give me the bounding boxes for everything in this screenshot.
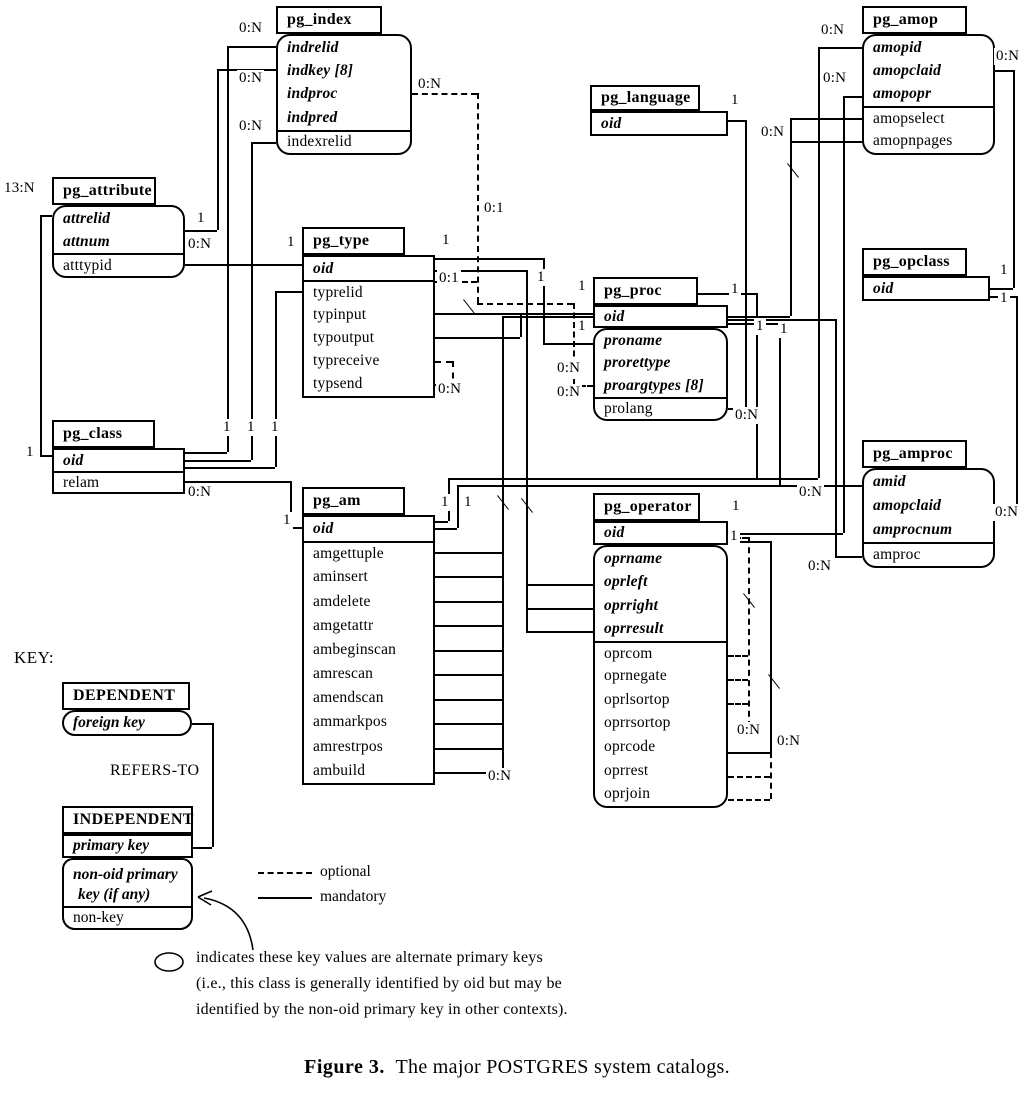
field-pg_index-indproc: indproc — [287, 85, 338, 103]
relationship-line — [1016, 296, 1018, 507]
field-pg_type-typoutput: typoutput — [313, 329, 375, 347]
relationship-line — [526, 631, 593, 633]
relationship-line — [258, 897, 312, 899]
cardinality-label: 0:N — [418, 76, 442, 92]
field-pg_amop-amopopr: amopopr — [873, 85, 932, 103]
key-primary-key-label: primary key — [73, 837, 150, 854]
cardinality-label: 1 — [731, 281, 739, 297]
field-pg_type-oid: oid — [313, 259, 334, 277]
field-pg_am-amrescan: amrescan — [313, 665, 374, 683]
cardinality-label: 0:N — [996, 48, 1020, 64]
cardinality-label: 0:N — [488, 768, 512, 784]
relationship-line — [770, 752, 772, 799]
field-pg_operator-oprrest: oprrest — [604, 761, 649, 779]
key-nonoid-line2: key (if any) — [78, 886, 151, 903]
entity-body-pg_class-0 — [52, 448, 185, 494]
relationship-line — [40, 215, 42, 455]
relationship-line — [728, 120, 745, 122]
cardinality-label: 0:N — [735, 407, 759, 423]
relationship-line — [835, 556, 862, 558]
relationship-line — [185, 452, 227, 454]
cardinality-label: 1 — [578, 278, 586, 294]
field-pg_proc-prolang: prolang — [595, 397, 726, 419]
note-line-2: (i.e., this class is generally identified by oid but may be — [196, 975, 562, 992]
entity-body-pg_type-0 — [302, 255, 435, 398]
alternate-key-note — [196, 945, 568, 1023]
key-foreign-key-label: foreign key — [73, 714, 145, 731]
entity-body-pg_amop-0 — [862, 34, 995, 155]
field-pg_operator-oprright: oprright — [604, 596, 659, 614]
cardinality-label: 1 — [464, 494, 472, 510]
key-nonoid-line1: non-oid primary — [73, 866, 178, 883]
field-pg_amproc-amid: amid — [873, 473, 906, 490]
relationship-line — [477, 303, 573, 305]
relationship-line — [728, 533, 843, 535]
relationship-line — [698, 293, 756, 295]
field-pg_operator-oprresult: oprresult — [604, 620, 664, 638]
field-pg_amop-amopid: amopid — [873, 38, 922, 56]
field-pg_operator-oprlsortop: oprlsortop — [604, 690, 670, 708]
entity-body-pg_operator-0 — [593, 521, 728, 545]
line-slash-mark — [463, 299, 475, 314]
cardinality-label: 0:N — [239, 70, 263, 86]
relationship-line — [251, 142, 253, 460]
relationship-line — [502, 316, 504, 772]
note-line-1: indicates these key values are alternate primary keys — [196, 949, 543, 966]
pointer-arrow-curve — [204, 898, 253, 950]
relationship-line — [435, 699, 502, 701]
entity-title-pg_index: pg_index — [276, 6, 382, 34]
relationship-line — [185, 467, 275, 469]
relationship-line — [526, 270, 528, 631]
cardinality-label: 13:N — [4, 180, 35, 196]
relationship-line — [275, 291, 302, 293]
relationship-line — [227, 46, 276, 48]
figure-caption — [0, 1056, 1034, 1079]
relationship-line — [412, 93, 477, 95]
cardinality-label: 1 — [1000, 290, 1008, 306]
field-pg_operator-oprcom: oprcom — [595, 641, 726, 665]
relationship-line — [728, 776, 770, 778]
relationship-line — [435, 258, 543, 260]
field-pg_am-ambeginscan: ambeginscan — [313, 640, 397, 658]
cardinality-label: 1 — [731, 92, 739, 108]
relationship-line — [543, 343, 593, 345]
relationship-line — [843, 96, 862, 98]
relationship-line — [818, 47, 862, 49]
field-pg_class-oid: oid — [63, 451, 84, 469]
field-pg_opclass-oid: oid — [873, 279, 894, 297]
entity-body-pg_amproc-0 — [862, 468, 995, 568]
cardinality-label: 0:N — [438, 381, 462, 397]
relationship-line — [435, 361, 452, 363]
field-pg_type-typreceive: typreceive — [313, 352, 380, 370]
cardinality-label: 0:N — [239, 20, 263, 36]
relationship-line — [227, 46, 229, 452]
relationship-line — [185, 264, 302, 266]
field-pg_operator-oprleft: oprleft — [604, 573, 648, 591]
relationship-line — [728, 703, 748, 705]
field-pg_operator-oprjoin: oprjoin — [604, 785, 651, 803]
field-pg_index-indkey8: indkey [8] — [287, 62, 354, 80]
relationship-line — [457, 485, 459, 528]
relationship-line — [748, 537, 750, 727]
relationship-line — [435, 528, 457, 530]
relationship-line — [790, 141, 862, 143]
cardinality-label: 1 — [223, 419, 231, 435]
relationship-line — [526, 584, 593, 586]
cardinality-label: 1 — [441, 494, 449, 510]
field-pg_proc-proname: proname — [604, 332, 663, 350]
entity-body-pg_am-0 — [302, 515, 435, 785]
field-pg_am-amgettuple: amgettuple — [304, 541, 433, 565]
relationship-line — [790, 118, 862, 120]
relationship-line — [275, 291, 277, 467]
entity-title-pg_opclass: pg_opclass — [862, 248, 967, 276]
cardinality-label: 0:N — [995, 504, 1019, 520]
relationship-line — [435, 723, 502, 725]
relationship-line — [835, 319, 837, 556]
relationship-line — [745, 120, 747, 408]
field-pg_amproc-amproc: amproc — [864, 542, 993, 566]
cardinality-label: 0:N — [761, 124, 785, 140]
relationship-line — [193, 847, 212, 849]
cardinality-label: 0:N — [808, 558, 832, 574]
cardinality-label: 1 — [197, 210, 205, 226]
line-slash-mark — [787, 163, 799, 178]
relationship-line — [526, 608, 593, 610]
cardinality-label: 0:N — [557, 360, 581, 376]
key-dependent-box — [62, 682, 190, 710]
entity-title-pg_amop: pg_amop — [862, 6, 967, 34]
field-pg_am-aminsert: aminsert — [313, 568, 368, 586]
relationship-line — [185, 460, 251, 462]
field-pg_type-typrelid: typrelid — [304, 280, 433, 303]
cardinality-label: 0:N — [777, 733, 801, 749]
field-pg_amproc-amopclaid: amopclaid — [873, 497, 942, 514]
key-nonkey-label: non-key — [64, 906, 191, 928]
relationship-line — [185, 481, 290, 483]
key-dependent-label: DEPENDENT — [73, 687, 176, 704]
key-title: KEY: — [14, 648, 55, 667]
field-pg_operator-oprname: oprname — [604, 549, 663, 567]
figure-caption-text: The major POSTGRES system catalogs. — [395, 1056, 730, 1078]
relationship-line — [779, 323, 781, 485]
cardinality-label: 1 — [730, 528, 738, 544]
relationship-line — [995, 70, 1013, 72]
relationship-line — [435, 601, 502, 603]
relationship-line — [185, 230, 217, 232]
field-pg_am-ambuild: ambuild — [313, 761, 366, 779]
key-independent-box — [62, 806, 193, 834]
cardinality-label: 1 — [732, 498, 740, 514]
relationship-line — [435, 650, 502, 652]
field-pg_proc-oid: oid — [604, 307, 625, 325]
entity-title-pg_language: pg_language — [590, 85, 700, 111]
cardinality-label: 1 — [780, 321, 788, 337]
field-pg_amproc-amprocnum: amprocnum — [873, 521, 953, 538]
field-pg_index-indrelid: indrelid — [287, 38, 339, 56]
entity-title-pg_type: pg_type — [302, 227, 405, 255]
relationship-line — [435, 521, 448, 523]
relationship-line — [1013, 70, 1015, 288]
relationship-line — [212, 723, 214, 847]
pointer-arrowhead — [198, 891, 212, 905]
relationship-line — [435, 576, 502, 578]
relationship-line — [435, 625, 502, 627]
cardinality-label: 0:1 — [439, 270, 459, 286]
field-pg_amop-amopclaid: amopclaid — [873, 62, 942, 80]
entity-body-pg_proc-1 — [593, 328, 728, 421]
relationship-line — [435, 313, 593, 315]
cardinality-label: 0:N — [823, 70, 847, 86]
relationship-line — [435, 748, 502, 750]
cardinality-label: 1 — [271, 419, 279, 435]
field-pg_operator-oprnegate: oprnegate — [604, 667, 667, 685]
entity-title-pg_class: pg_class — [52, 420, 155, 448]
field-pg_am-amgetattr: amgetattr — [313, 616, 374, 634]
field-pg_amop-amopselect: amopselect — [864, 106, 993, 129]
relationship-line — [790, 118, 792, 316]
relationship-line — [435, 552, 502, 554]
legend-mandatory-label: mandatory — [320, 888, 387, 905]
key-refers-to-label: REFERS-TO — [110, 762, 200, 779]
entity-title-pg_proc: pg_proc — [593, 277, 698, 305]
relationship-line — [818, 47, 820, 478]
field-pg_am-ammarkpos: ammarkpos — [313, 713, 388, 731]
relationship-line — [217, 69, 219, 230]
field-pg_proc-proargtypes8: proargtypes [8] — [604, 376, 704, 394]
entity-body-pg_language-0 — [590, 111, 728, 136]
relationship-line — [728, 679, 748, 681]
field-pg_attribute-atttypid: atttypid — [54, 253, 183, 276]
relationship-line — [435, 674, 502, 676]
cardinality-label: 0:1 — [484, 200, 504, 216]
cardinality-label: 1 — [287, 234, 295, 250]
cardinality-label: 1 — [26, 444, 34, 460]
field-pg_operator-oprrsortop: oprrsortop — [604, 714, 671, 732]
entity-body-pg_attribute-0 — [52, 205, 185, 278]
relationship-line — [448, 478, 818, 480]
field-pg_operator-oprcode: oprcode — [604, 738, 656, 756]
entity-title-pg_attribute: pg_attribute — [52, 177, 156, 205]
key-independent-label: INDEPENDENT — [73, 811, 194, 828]
field-pg_attribute-attrelid: attrelid — [63, 209, 111, 227]
entity-body-pg_operator-1 — [593, 545, 728, 808]
field-pg_index-indexrelid: indexrelid — [278, 130, 410, 153]
cardinality-label: 1 — [247, 419, 255, 435]
note-line-3: identified by the non-oid primary key in other contexts). — [196, 1001, 568, 1018]
relationship-line — [728, 752, 770, 754]
field-pg_am-amdelete: amdelete — [313, 592, 371, 610]
cardinality-label: 0:N — [799, 484, 823, 500]
field-pg_language-oid: oid — [601, 114, 622, 132]
key-primary-key-box — [62, 834, 193, 858]
relationship-line — [843, 96, 845, 533]
cardinality-label: 1 — [283, 512, 291, 528]
field-pg_attribute-attnum: attnum — [63, 232, 110, 250]
entity-body-pg_opclass-0 — [862, 276, 990, 301]
key-nonoid-box — [62, 858, 193, 930]
cardinality-label: 1 — [578, 318, 586, 334]
cardinality-label: 1 — [1000, 262, 1008, 278]
figure-caption-number: Figure 3. — [304, 1056, 385, 1078]
cardinality-label: 1 — [442, 232, 450, 248]
entity-body-pg_proc-0 — [593, 305, 728, 328]
relationship-line — [40, 455, 52, 457]
relationship-line — [251, 142, 276, 144]
cardinality-label: 1 — [756, 318, 764, 334]
field-pg_type-typinput: typinput — [313, 305, 367, 323]
field-pg_am-oid: oid — [313, 520, 334, 538]
relationship-line — [728, 655, 748, 657]
cardinality-label: 0:N — [821, 22, 845, 38]
entity-body-pg_index-0 — [276, 34, 412, 155]
field-pg_index-indpred: indpred — [287, 108, 338, 126]
relationship-line — [192, 723, 212, 725]
relationship-line — [770, 541, 772, 752]
entity-title-pg_operator: pg_operator — [593, 493, 700, 521]
legend-optional-label: optional — [320, 863, 371, 880]
field-pg_proc-prorettype: prorettype — [604, 354, 671, 372]
cardinality-label: 0:N — [188, 236, 212, 252]
cardinality-label: 0:N — [557, 384, 581, 400]
field-pg_type-typsend: typsend — [313, 375, 363, 393]
relationship-line — [728, 799, 770, 801]
entity-title-pg_am: pg_am — [302, 487, 405, 515]
field-pg_class-relam: relam — [54, 471, 183, 492]
cardinality-label: 1 — [537, 269, 545, 285]
field-pg_amop-amopnpages: amopnpages — [873, 132, 953, 150]
key-foreign-key-box — [62, 710, 192, 736]
cardinality-label: 0:N — [239, 118, 263, 134]
field-pg_am-amendscan: amendscan — [313, 689, 384, 707]
relationship-line — [435, 337, 520, 339]
cardinality-label: 0:N — [737, 722, 761, 738]
field-pg_am-amrestrpos: amrestrpos — [313, 737, 384, 755]
relationship-line — [258, 872, 312, 874]
entity-title-pg_amproc: pg_amproc — [862, 440, 967, 468]
cardinality-label: 0:N — [188, 484, 212, 500]
alternate-key-ellipse-icon — [155, 953, 183, 971]
field-pg_operator-oid: oid — [604, 524, 625, 541]
